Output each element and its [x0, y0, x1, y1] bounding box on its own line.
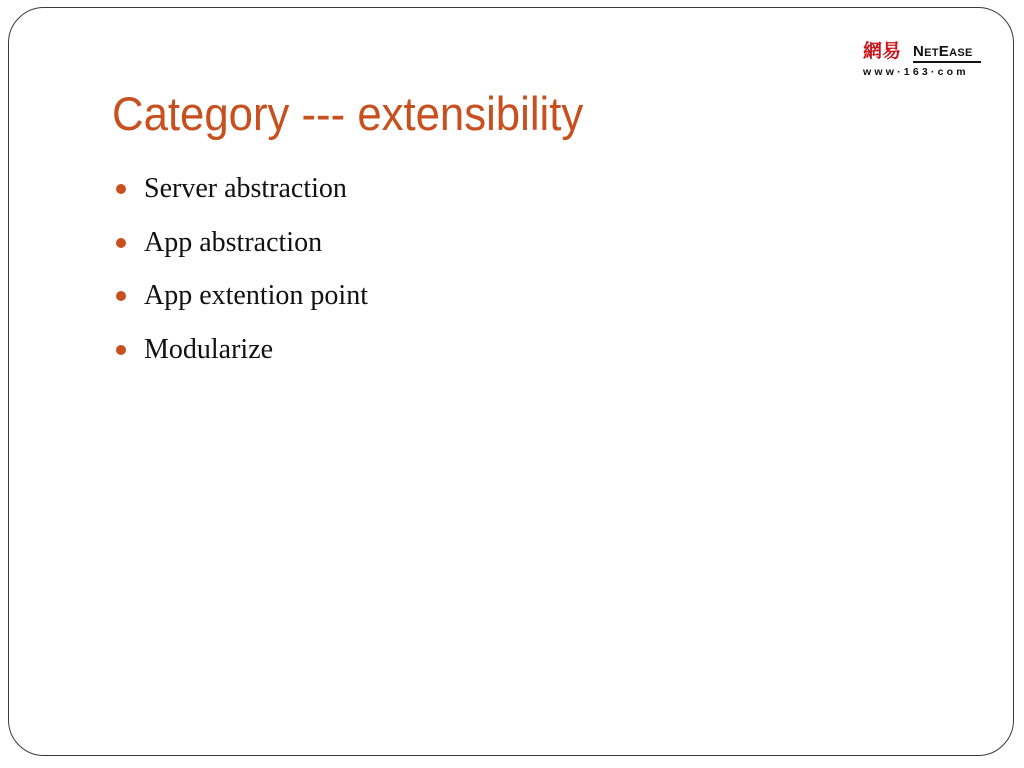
bullet-item [116, 224, 368, 278]
netease-logo [861, 38, 987, 82]
bullet-dot-icon [116, 291, 126, 301]
bullet-dot-icon [116, 238, 126, 248]
bullet-item [116, 277, 368, 331]
slide-title: Category --- extensibility [112, 87, 584, 140]
bullet-dot-icon [116, 345, 126, 355]
logo-brand-name: NetEase [913, 43, 973, 60]
bullet-list [116, 170, 368, 384]
bullet-item [116, 331, 368, 385]
logo-url: www·163·com [863, 66, 969, 78]
bullet-text: App abstraction [144, 226, 323, 258]
bullet-dot-icon [116, 184, 126, 194]
logo-underline [913, 61, 981, 63]
bullet-text: Server abstraction [144, 173, 347, 204]
bullet-item [116, 170, 368, 224]
bullet-text: Modularize [144, 333, 274, 365]
bullet-text: App extention point [144, 280, 368, 311]
logo-chinese-name: 網易 [863, 40, 902, 62]
